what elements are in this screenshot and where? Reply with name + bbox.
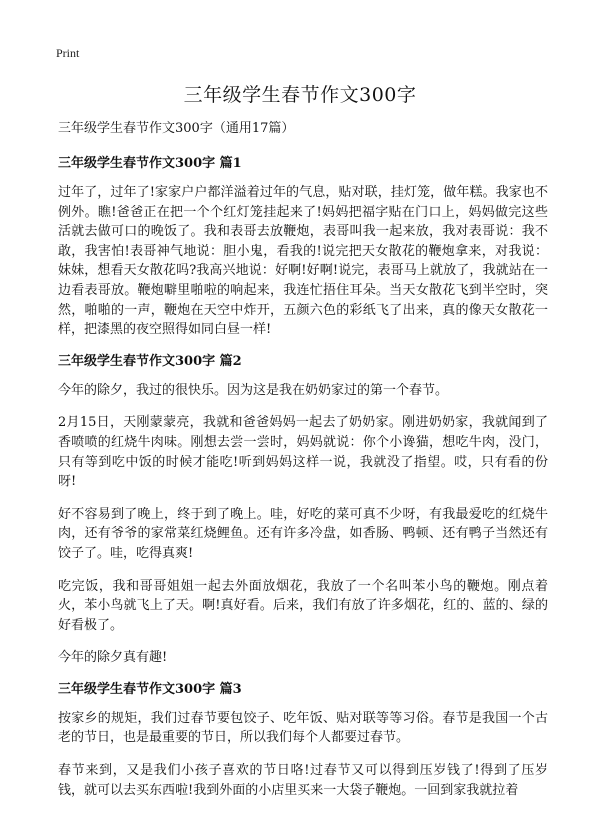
section-heading: 三年级学生春节作文300字 篇2 bbox=[58, 353, 242, 369]
print-link[interactable]: Print bbox=[56, 46, 80, 60]
paragraph: 好不容易到了晚上，终于到了晚上。哇，好吃的菜可真不少呀，有我最爱吃的红烧牛肉，还有爷爷的家常菜红烧鲤鱼。还有许多冷盘，如香肠、鸭顿、还有鸭子当然还有饺子了。哇，吃得真爽! bbox=[58, 506, 548, 561]
essay-section-2 bbox=[58, 353, 548, 668]
paragraph: 2月15日，天刚蒙蒙亮，我就和爸爸妈妈一起去了奶奶家。刚进奶奶家，我就闻到了香喷喷的红烧牛肉味。刚想去尝一尝时，妈妈就说：你个小谗猫，想吃牛肉，没门，只有等到吃中饭的时候才能吃!听到妈妈这样一说，我就没了指望。哎，只有看的份呀! bbox=[58, 415, 548, 490]
section-heading: 三年级学生春节作文300字 篇1 bbox=[58, 156, 242, 171]
paragraph: 过年了，过年了!家家户户都洋溢着过年的气息，贴对联，挂灯笼，做年糕。我家也不例外。瞧!爸爸正在把一个个红灯笼挂起来了!妈妈把福字贴在门口上，妈妈做完这些活就去做可口的晚饭了。我和表哥去放鞭炮，表哥叫我一起来放，我对表哥说：我不敢，我害怕!表哥神气地说：胆小鬼，看我的!说完把天女散花的鞭炮拿来，对我说：妹妹，想看天女散花吗?我高兴地说：好啊!好啊!说完，表哥马上就放了，我就站在一边看表哥放。鞭炮噼里啪啦的响起来，我连忙捂住耳朵。当天女散花飞到半空时，突然，啪啪的一声，鞭炮在天空中炸开，五颜六色的彩纸飞了出来，真的像天女散花一样，把漆黑的夜空照得如同白昼一样! bbox=[58, 185, 548, 338]
paragraph: 春节来到，又是我们小孩子喜欢的节日咯!过春节又可以得到压岁钱了!得到了压岁钱，就可以去买东西啦!我到外面的小店里买来一大袋子鞭炮。一回到家我就拉着 bbox=[58, 763, 548, 798]
essay-section-1 bbox=[58, 155, 548, 340]
paragraph: 按家乡的规矩，我们过春节要包饺子、吃年饭、贴对联等等习俗。春节是我国一个古老的节日，也是最重要的节日，所以我们每个人都要过春节。 bbox=[58, 710, 548, 746]
document-subtitle: 三年级学生春节作文300字（通用17篇） bbox=[58, 121, 295, 136]
document-body bbox=[58, 120, 548, 813]
essay-section-3 bbox=[58, 681, 548, 800]
paragraph: 吃完饭，我和哥哥姐姐一起去外面放烟花，我放了一个名叫苯小鸟的鞭炮。刚点着火，苯小鸟就飞上了天。啊!真好看。后来，我们有放了许多烟花，红的、蓝的、绿的好看极了。 bbox=[58, 578, 548, 633]
paragraph: 今年的除夕真有趣! bbox=[58, 650, 168, 666]
document-title: 三年级学生春节作文300字 bbox=[183, 84, 417, 106]
paragraph: 今年的除夕，我过的很快乐。因为这是我在奶奶家过的第一个春节。 bbox=[58, 382, 449, 398]
section-heading: 三年级学生春节作文300字 篇3 bbox=[58, 681, 242, 697]
